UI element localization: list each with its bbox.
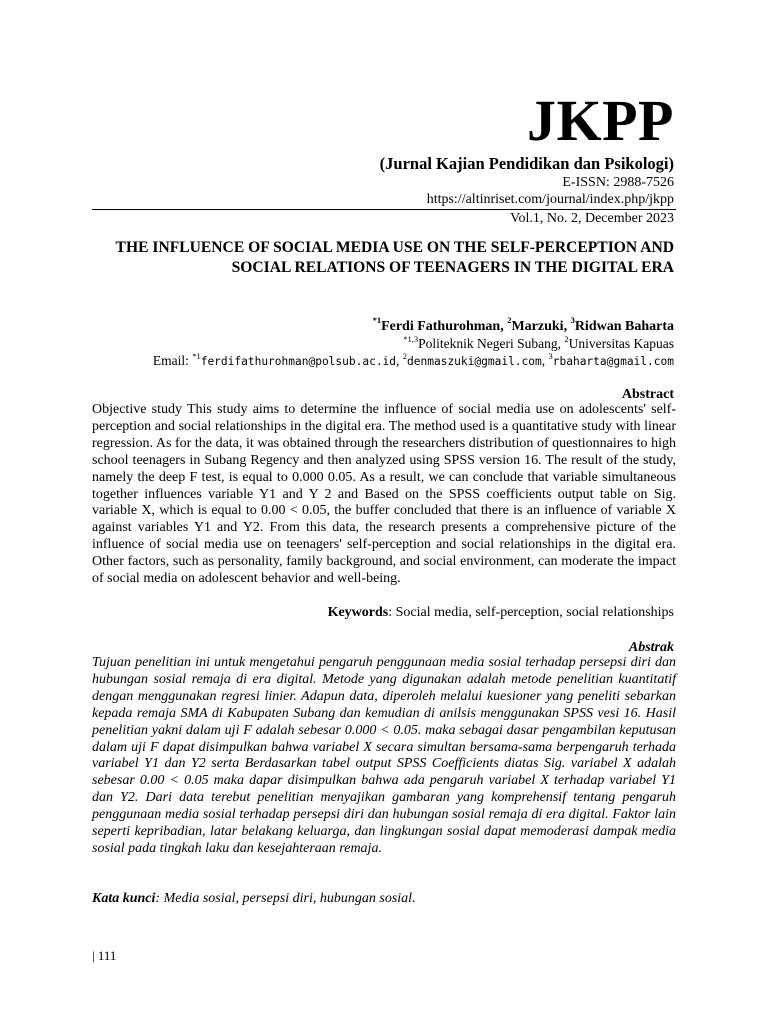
kata-kunci-label: Kata kunci: [92, 891, 156, 906]
author-sup: *1: [372, 315, 382, 326]
keywords-line: [328, 604, 674, 621]
affiliation-sup: *1,3: [403, 333, 419, 344]
journal-name: (Jurnal Kajian Pendidikan dan Psikologi): [379, 154, 674, 173]
kata-kunci-line: [92, 890, 416, 907]
kata-kunci-text: : Media sosial, persepsi diri, hubungan sosial.: [155, 891, 416, 906]
author-name: Ferdi Fathurohman: [381, 319, 501, 334]
email-label: Email:: [152, 353, 193, 368]
email-list: Email: $^{*1}$ferdifathurohman@polsub.ac.id, $^2$denmaszuki@gmail.com, $^3$rbaharta@gmail.com: [152, 350, 674, 368]
author-sup: 2: [507, 315, 512, 326]
abstract-body: Objective study This study aims to determine the influence of social media use on adolescents' self-perception and social relationships in the digital era. The method used is a quantitative study with linear regression. As for the data, it was obtained through the researchers distribution of questionnaires to high school teenagers in Subang Regency and then analyzed using SPSS version 16. The result of the study, namely the deep F test, is equal to 0.000 0.05. As a result, we can conclude that variable simultaneous together influences variable Y1 and Y 2 and Based on the SPSS coefficients output table on Sig. variable X, which is equal to 0.00 < 0.05, the buffer concluded that there is an influence of variable X against variables Y1 and Y2. From this data, the research presents a comprehensive picture of the influence of social media use on teenagers' self-perception and social relationships in the digital era. Other factors, such as personality, family background, and social environment, can moderate the impact of social media on adolescent behavior and well-being.: [92, 402, 676, 587]
affiliation-name: Politeknik Negeri Subang: [418, 336, 558, 351]
volume-info: Vol.1, No. 2, December 2023: [510, 211, 674, 226]
issn: E-ISSN: 2988-7526: [562, 175, 674, 190]
author-name: Ridwan Baharta: [574, 319, 674, 334]
email-sup: *1: [192, 350, 201, 361]
abstrak-heading: Abstrak: [628, 640, 674, 655]
keywords-text: : Social media, self-perception, social relationships: [388, 605, 674, 620]
email-link[interactable]: ferdifathurohman@polsub.ac.id: [200, 355, 397, 368]
author-sup: 3: [570, 315, 575, 326]
email-sup: 3: [548, 350, 553, 361]
author-name: Marzuki: [511, 319, 564, 334]
affiliation-name: Universitas Kapuas: [568, 336, 674, 351]
email-link[interactable]: denmaszuki@gmail.com: [407, 355, 542, 368]
abstract-heading: Abstract: [621, 387, 674, 402]
abstrak-body: Tujuan penelitian ini untuk mengetahui pengaruh penggunaan media sosial terhadap persepsi diri dan hubungan sosial remaja di era digital. Metode yang digunakan adalah metode penelitian kuantitatif dengan menggunakan regresi linier. Adapun data, diperoleh melalui kuesioner yang peneliti sebarkan kepada remaja SMA di Kabupaten Subang dan kemudian di anilsis menggunakan SPSS vesi 16. Hasil penelitian yakni dalam uji F adalah sebesar 0.000 < 0.05. maka sebagai dasar pengambilan keputusan dalam uji F dapat disimpulkan bahwa variabel X secara simultan bersama-sama berpengaruh terhada variabel Y1 dan Y2 serta Berdasarkan tabel output SPSS Coefficients diatas Sig. variabel X adalah sebesar 0.00 < 0.05 maka dapar disimpulkan bahwa ada pengaruh variabel X terhadap variabel Y1 dan Y2. Dari data terebut penelitian menyajikan gambaran yang komprehensif tentang pengaruh penggunaan media sosial terhadap persepsi diri dan hubungan sosial remaja di era digital. Faktor lain seperti kepribadian, latar belakang keluarga, dan lingkungan sosial dapat memoderasi dampak media sosial pada tingkah laku dan kesejahteraan remaja.: [92, 655, 676, 856]
email-sup: 2: [402, 350, 408, 361]
email-link[interactable]: rbaharta@gmail.com: [552, 355, 674, 368]
author-list: $^{*1}$Ferdi Fathurohman, $^2$Marzuki, $^3$Ridwan Baharta: [372, 315, 674, 334]
journal-url[interactable]: https://altinriset.com/journal/index.php/jkpp: [426, 192, 674, 207]
keywords-label: Keywords: [327, 605, 389, 620]
page-number: | 111: [92, 948, 117, 963]
affiliation-list: $^{*1,3}$Politeknik Negeri Subang, $^2$Universitas Kapuas: [403, 333, 674, 351]
journal-logo: JKPP: [527, 88, 674, 153]
article-title: THE INFLUENCE OF SOCIAL MEDIA USE ON THE SELF-PERCEPTION AND SOCIAL RELATIONS OF TEENAGERS IN THE DIGITAL ERA: [115, 239, 674, 276]
affiliation-sup: 2: [564, 333, 569, 344]
